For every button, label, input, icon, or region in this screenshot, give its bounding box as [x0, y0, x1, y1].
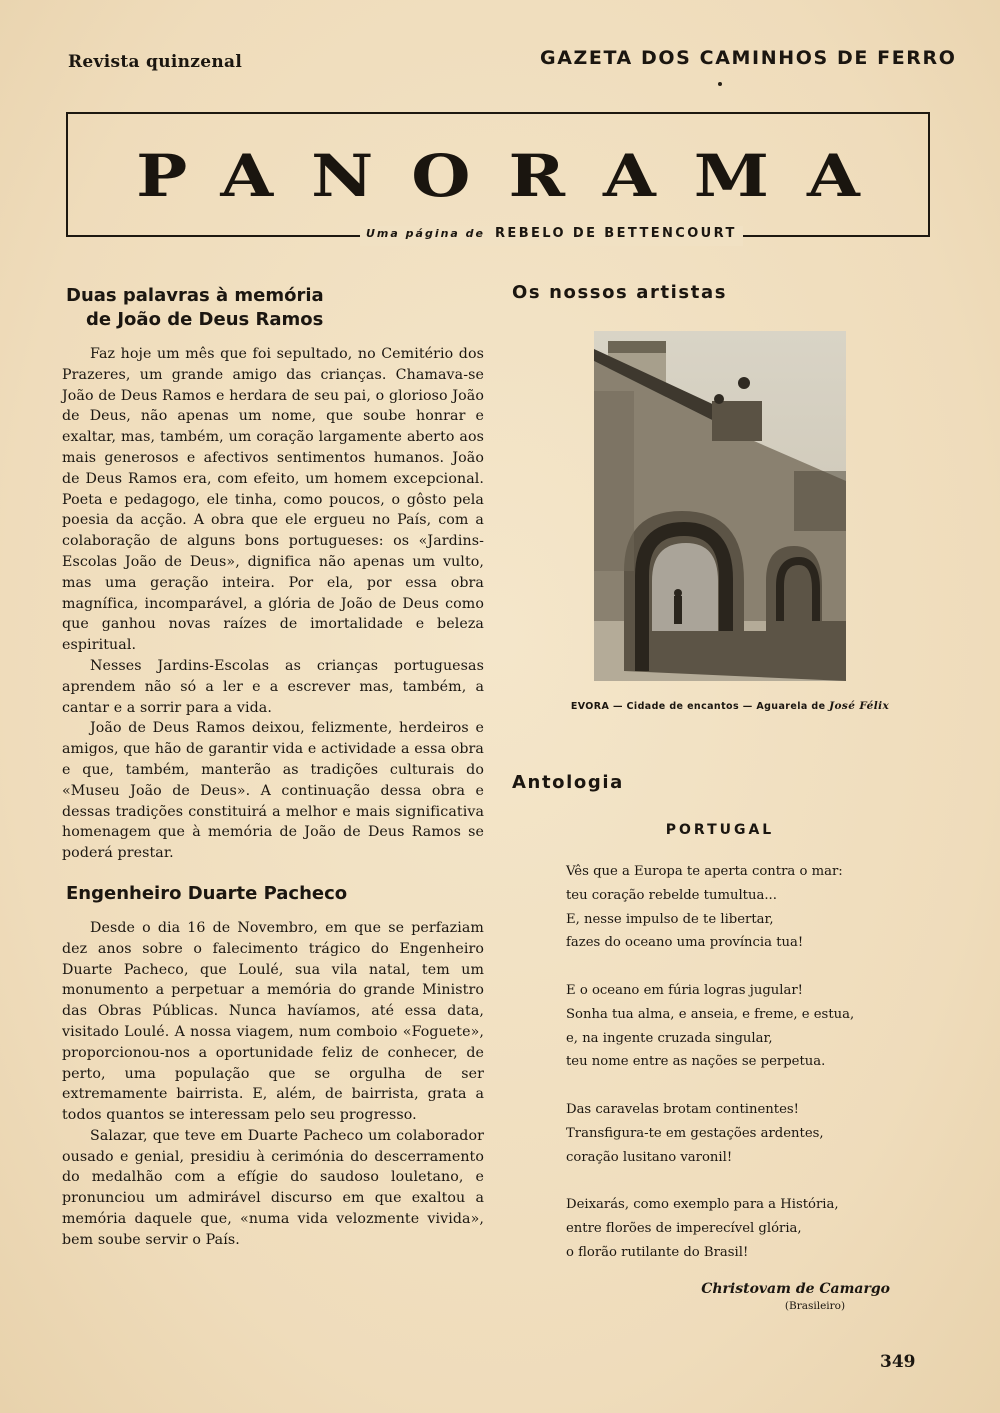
byline [360, 226, 743, 246]
poem-stanza [566, 860, 906, 955]
article-paragraph: Nesses Jardins-Escolas as crianças portuguesas aprendem não só a ler e a escrever mas, também, a cantar e a sorrir para a vida. [62, 657, 484, 716]
poem-body [566, 860, 906, 1288]
heading-line: Duas palavras à memória [66, 285, 324, 306]
anthology-section [512, 772, 624, 793]
poem-line: Vês que a Europa te aperta contra o mar: [566, 864, 843, 879]
poem-line: Deixarás, como exemplo para a História, [566, 1197, 839, 1213]
poem-author-nationality: (Brasileiro) [784, 1300, 846, 1312]
poem-line: teu coração rebelde tumultua... [566, 887, 777, 903]
caption-artist: José Félix [829, 700, 890, 712]
poem-line: coração lusitano varonil! [566, 1149, 733, 1165]
byline-author: REBELO DE BETTENCOURT [495, 226, 737, 241]
poem-title: PORTUGAL [665, 822, 775, 838]
article-paragraph: João de Deus Ramos deixou, felizmente, herdeiros e amigos, que hão de garantir vida e actividade a essa obra e que, também, manterão as tradições culturais do «Museu João de Deus». A continuação dessa obra e dessas tradições constituirá a melhor e mais significativa homenagem que à memória de João de Deus Ramos se poderá prestar. [62, 720, 484, 862]
poem-line: teu nome entre as nações se perpetua. [566, 1054, 826, 1070]
poem-line: o florão rutilante do Brasil! [566, 1244, 749, 1260]
article-paragraph: Salazar, que teve em Duarte Pacheco um colaborador ousado e genial, presidiu à cerimónia do descerramento do medalhão com a efígie do saudoso louletano, e pronunciou um admirável discurso em que exaltou a memória daquele que, «numa vida velozmente vivida», bem soube servir o País. [62, 1127, 484, 1248]
masthead-box [66, 112, 930, 237]
poem-line: Transfigura-te em gestações ardentes, [566, 1125, 824, 1141]
poem-author: Christovam de Camargo [701, 1281, 890, 1297]
poem-line: E o oceano em fúria logras jugular! [566, 982, 803, 998]
byline-prefix: Uma página de [366, 227, 486, 240]
poem-stanza [566, 1193, 906, 1264]
poem-line: E, nesse impulso de te libertar, [566, 911, 774, 927]
right-column [512, 282, 932, 303]
illustration-caption [540, 700, 920, 712]
article-heading-duarte-pacheco: Engenheiro Duarte Pacheco [66, 882, 348, 904]
article-paragraph: Faz hoje um mês que foi sepultado, no Cemitério dos Prazeres, um grande amigo das crianças. Chamava-se João de Deus Ramos e herdara de seu pai, o glorioso João de Deus, não apenas um nome, que soube honrar e exaltar, mas, também, um coração largamente aberto aos mais generosos e afectivos sentimentos humanos. João de Deus Ramos era, com efeito, um homem excepcional. Poeta e pedagogo, ele tinha, como poucos, o gôsto pela poesia da acção. A obra que ele ergueu no País, com a colaboração de alguns bons portugueses: os «Jardins-Escolas João de Deus», dignifica não apenas um vulto, mas uma geração inteira. Por ela, por essa obra magnífica, incomparável, a glória de João de Deus como que ganhou novas raízes de imortalidade e beleza espiritual. [62, 346, 484, 654]
section-title: PANORAMA [136, 141, 898, 211]
heading-line: de João de Deus Ramos [86, 309, 324, 330]
magazine-frequency: Revista quinzenal [68, 52, 243, 72]
page-number: 349 [880, 1352, 916, 1372]
poem-stanza [566, 1098, 906, 1169]
aqueduct-drawing [594, 331, 846, 681]
poem-stanza [566, 979, 906, 1074]
magazine-title: GAZETA DOS CAMINHOS DE FERRO [540, 47, 957, 69]
ornament-dot [718, 82, 722, 86]
poem-line: e, na ingente cruzada singular, [566, 1030, 773, 1046]
left-column [62, 284, 484, 1251]
poem-line: Das caravelas brotam continentes! [566, 1101, 799, 1117]
article-paragraph: Desde o dia 16 de Novembro, em que se perfaziam dez anos sobre o falecimento trágico do Engenheiro Duarte Pacheco, que Loulé, sua vila natal, tem um monumento a perpetuar a memória do grande Ministro das Obras Públicas. Nunca havíamos, até essa data, visitado Loulé. A nossa viagem, num comboio «Foguete», proporcionou-nos a oportunidade feliz de conhecer, de perto, uma população que se orgulha de ser extremamente bairrista. E, além, de bairrista, grata a todos quantos se interessam pelo seu progresso. [62, 919, 484, 1124]
artists-heading: Os nossos artistas [512, 282, 728, 303]
caption-text: EVORA — Cidade de encantos — Aguarela de [570, 701, 826, 712]
evora-illustration [594, 331, 846, 681]
byline-rule [786, 235, 930, 237]
poem-line: entre florões de imperecível glória, [566, 1220, 802, 1236]
poem-line: fazes do oceano uma província tua! [566, 935, 804, 951]
article-heading-joao-de-deus [66, 284, 484, 332]
anthology-heading: Antologia [512, 772, 624, 793]
poem-line: Sonha tua alma, e anseia, e freme, e estua, [566, 1006, 855, 1022]
